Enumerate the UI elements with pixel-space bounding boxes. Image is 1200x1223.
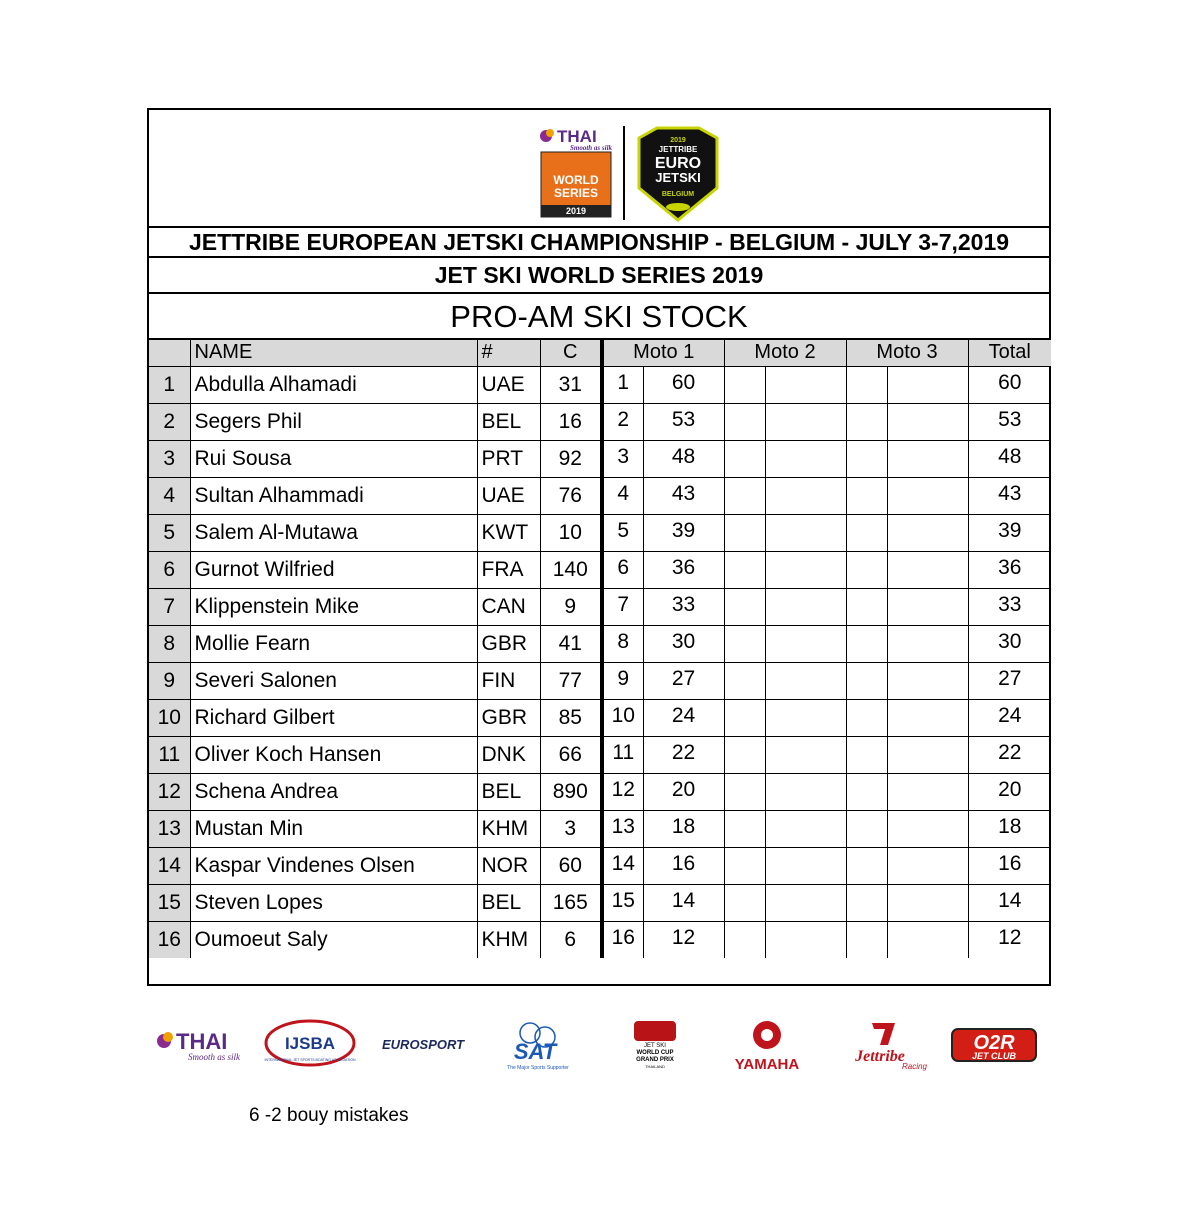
moto1-points-cell: 18 [643,810,724,847]
moto3-points-cell [887,773,968,810]
moto2-points-cell [765,588,846,625]
moto3-points-cell [887,662,968,699]
event-logos [149,110,1053,228]
race-number-cell: 85 [540,699,602,736]
moto3-points-cell [887,403,968,440]
svg-text:THAI: THAI [557,127,597,146]
nation-cell: CAN [477,588,540,625]
moto1-position-cell: 1 [602,366,643,403]
nation-cell: BEL [477,884,540,921]
race-number-cell: 890 [540,773,602,810]
thai-world-series-logo [540,127,613,217]
total-points-cell: 30 [968,625,1051,662]
rank-cell: 1 [149,366,190,403]
nation-cell: DNK [477,736,540,773]
moto3-position-cell [846,551,887,588]
table-row [149,810,1051,847]
table-row [149,366,1051,403]
rank-cell: 7 [149,588,190,625]
svg-text:YAMAHA: YAMAHA [734,1056,800,1073]
nation-cell: UAE [477,477,540,514]
nation-cell: UAE [477,366,540,403]
total-points-cell: 36 [968,551,1051,588]
footer-note: 6 -2 bouy mistakes [249,1105,409,1126]
moto2-position-cell [724,403,765,440]
rider-name-cell: Gurnot Wilfried [190,551,477,588]
yamaha-logo [735,1021,800,1073]
moto3-position-cell [846,625,887,662]
rank-cell: 9 [149,662,190,699]
moto2-points-cell [765,921,846,958]
total-points-cell: 43 [968,477,1051,514]
moto3-points-cell [887,551,968,588]
moto1-points-cell: 60 [643,366,724,403]
moto2-points-cell [765,662,846,699]
total-points-cell: 53 [968,403,1051,440]
rank-cell: 3 [149,440,190,477]
header-total: Total [968,340,1051,366]
nation-cell: FRA [477,551,540,588]
moto3-points-cell [887,366,968,403]
total-points-cell: 22 [968,736,1051,773]
moto1-points-cell: 16 [643,847,724,884]
svg-text:IJSBA: IJSBA [284,1034,336,1053]
moto3-position-cell [846,514,887,551]
svg-text:WORLD: WORLD [553,173,599,187]
moto2-position-cell [724,884,765,921]
moto2-position-cell [724,588,765,625]
moto1-points-cell: 43 [643,477,724,514]
race-number-cell: 92 [540,440,602,477]
rank-cell: 10 [149,699,190,736]
moto3-position-cell [846,477,887,514]
rank-cell: 2 [149,403,190,440]
moto1-points-cell: 12 [643,921,724,958]
total-points-cell: 48 [968,440,1051,477]
rider-name-cell: Sultan Alhammadi [190,477,477,514]
race-number-cell: 10 [540,514,602,551]
moto2-points-cell [765,884,846,921]
moto1-points-cell: 53 [643,403,724,440]
race-number-cell: 9 [540,588,602,625]
moto3-points-cell [887,884,968,921]
results-table [149,340,1051,958]
table-row [149,773,1051,810]
moto1-points-cell: 30 [643,625,724,662]
championship-title: JETTRIBE EUROPEAN JETSKI CHAMPIONSHIP - BELGIUM - JULY 3-7,2019 [149,228,1049,258]
moto2-points-cell [765,514,846,551]
moto3-points-cell [887,477,968,514]
svg-text:THAILAND: THAILAND [645,1064,665,1069]
total-points-cell: 33 [968,588,1051,625]
moto3-position-cell [846,884,887,921]
table-row [149,625,1051,662]
svg-text:JETSKI: JETSKI [655,170,701,185]
sponsor-strip [150,1015,1050,1075]
world-cup-grand-prix-logo [634,1021,676,1069]
race-number-cell: 16 [540,403,602,440]
svg-text:THAI: THAI [176,1029,228,1054]
moto1-position-cell: 9 [602,662,643,699]
moto3-position-cell [846,403,887,440]
rider-name-cell: Oumoeut Saly [190,921,477,958]
table-row [149,847,1051,884]
moto3-points-cell [887,736,968,773]
moto1-position-cell: 10 [602,699,643,736]
svg-text:EURO: EURO [654,155,702,172]
moto1-position-cell: 4 [602,477,643,514]
moto1-position-cell: 16 [602,921,643,958]
moto2-points-cell [765,847,846,884]
nation-cell: PRT [477,440,540,477]
moto2-position-cell [724,699,765,736]
svg-text:EUROSPORT: EUROSPORT [382,1037,465,1052]
table-row [149,551,1051,588]
rider-name-cell: Richard Gilbert [190,699,477,736]
moto3-points-cell [887,810,968,847]
nation-cell: KHM [477,921,540,958]
race-number-cell: 3 [540,810,602,847]
sponsor-logos [150,1015,1050,1075]
nation-cell: BEL [477,773,540,810]
svg-text:The Major Sports Supporter: The Major Sports Supporter [507,1065,569,1071]
moto2-position-cell [724,477,765,514]
rider-name-cell: Kaspar Vindenes Olsen [190,847,477,884]
thai-airways-logo [157,1029,241,1062]
svg-text:JET SKI: JET SKI [644,1043,666,1049]
rank-cell: 14 [149,847,190,884]
moto3-position-cell [846,699,887,736]
moto1-points-cell: 20 [643,773,724,810]
total-points-cell: 27 [968,662,1051,699]
moto1-position-cell: 6 [602,551,643,588]
race-number-cell: 77 [540,662,602,699]
moto2-points-cell [765,773,846,810]
rank-cell: 16 [149,921,190,958]
moto3-position-cell [846,366,887,403]
moto3-position-cell [846,662,887,699]
rider-name-cell: Oliver Koch Hansen [190,736,477,773]
moto3-points-cell [887,847,968,884]
moto1-position-cell: 5 [602,514,643,551]
moto2-position-cell [724,662,765,699]
moto1-points-cell: 27 [643,662,724,699]
race-number-cell: 165 [540,884,602,921]
moto2-points-cell [765,403,846,440]
table-row [149,403,1051,440]
moto2-points-cell [765,440,846,477]
header-name: NAME [190,340,477,366]
moto1-points-cell: 24 [643,699,724,736]
svg-text:SERIES: SERIES [553,186,599,200]
moto3-points-cell [887,625,968,662]
rank-cell: 11 [149,736,190,773]
moto2-position-cell [724,366,765,403]
moto3-position-cell [846,588,887,625]
moto3-points-cell [887,921,968,958]
header-moto3: Moto 3 [846,340,968,366]
eurosport-logo [382,1037,465,1052]
moto1-points-cell: 14 [643,884,724,921]
rank-cell: 8 [149,625,190,662]
svg-text:BELGIUM: BELGIUM [661,191,695,198]
moto3-position-cell [846,847,887,884]
o2r-jet-club-logo [952,1029,1036,1061]
moto1-points-cell: 36 [643,551,724,588]
total-points-cell: 39 [968,514,1051,551]
rider-name-cell: Segers Phil [190,403,477,440]
svg-text:GRAND PRIX: GRAND PRIX [636,1057,674,1063]
nation-cell: GBR [477,625,540,662]
table-row [149,588,1051,625]
svg-text:Smooth as silk: Smooth as silk [188,1052,241,1062]
moto2-points-cell [765,625,846,662]
moto2-position-cell [724,736,765,773]
table-row [149,699,1051,736]
header-pos [149,340,190,366]
rank-cell: 13 [149,810,190,847]
table-row [149,662,1051,699]
race-number-cell: 31 [540,366,602,403]
svg-text:Racing: Racing [902,1062,927,1071]
moto2-position-cell [724,625,765,662]
table-row [149,440,1051,477]
race-number-cell: 66 [540,736,602,773]
svg-text:2019: 2019 [565,206,587,216]
rank-cell: 4 [149,477,190,514]
moto3-position-cell [846,810,887,847]
nation-cell: KWT [477,514,540,551]
moto1-points-cell: 48 [643,440,724,477]
nation-cell: BEL [477,403,540,440]
moto1-position-cell: 8 [602,625,643,662]
total-points-cell: 14 [968,884,1051,921]
moto3-points-cell [887,588,968,625]
moto3-position-cell [846,773,887,810]
table-row [149,514,1051,551]
moto2-position-cell [724,921,765,958]
table-row [149,477,1051,514]
total-points-cell: 18 [968,810,1051,847]
header-moto2: Moto 2 [724,340,846,366]
rider-name-cell: Severi Salonen [190,662,477,699]
moto2-points-cell [765,477,846,514]
series-title: JET SKI WORLD SERIES 2019 [149,258,1049,294]
moto1-position-cell: 14 [602,847,643,884]
moto2-position-cell [724,551,765,588]
svg-text:SAT: SAT [513,1039,557,1064]
table-header-row [149,340,1051,366]
moto2-position-cell [724,810,765,847]
rider-name-cell: Abdulla Alhamadi [190,366,477,403]
moto3-position-cell [846,736,887,773]
moto2-points-cell [765,699,846,736]
table-row [149,884,1051,921]
moto2-points-cell [765,736,846,773]
moto3-points-cell [887,440,968,477]
moto1-position-cell: 7 [602,588,643,625]
class-title: PRO-AM SKI STOCK [149,294,1049,340]
total-points-cell: 20 [968,773,1051,810]
moto1-points-cell: 39 [643,514,724,551]
moto2-position-cell [724,847,765,884]
moto1-points-cell: 33 [643,588,724,625]
moto1-position-cell: 3 [602,440,643,477]
total-points-cell: 24 [968,699,1051,736]
race-number-cell: 140 [540,551,602,588]
rank-cell: 6 [149,551,190,588]
svg-text:WORLD CUP: WORLD CUP [636,1050,674,1056]
nation-cell: FIN [477,662,540,699]
ijsba-logo [265,1021,356,1065]
svg-text:Smooth as silk: Smooth as silk [570,144,613,152]
header-moto1: Moto 1 [602,340,724,366]
total-points-cell: 60 [968,366,1051,403]
rank-cell: 15 [149,884,190,921]
euro-jetski-shield-logo [639,128,717,220]
moto2-points-cell [765,810,846,847]
table-row [149,736,1051,773]
svg-text:INTERNATIONAL JET SPORTS BOATI: INTERNATIONAL JET SPORTS BOATING ASSOCIATION [264,1058,356,1062]
moto1-position-cell: 2 [602,403,643,440]
table-row [149,921,1051,958]
race-number-cell: 60 [540,847,602,884]
nation-cell: NOR [477,847,540,884]
header-number: C [540,340,602,366]
svg-text:JETTRIBE: JETTRIBE [658,145,698,154]
rank-cell: 12 [149,773,190,810]
rider-name-cell: Schena Andrea [190,773,477,810]
moto2-points-cell [765,366,846,403]
header-nation: # [477,340,540,366]
moto3-points-cell [887,699,968,736]
rider-name-cell: Salem Al-Mutawa [190,514,477,551]
moto2-position-cell [724,440,765,477]
logo-band [149,110,1049,228]
rank-cell: 5 [149,514,190,551]
moto1-points-cell: 22 [643,736,724,773]
moto2-position-cell [724,773,765,810]
rider-name-cell: Rui Sousa [190,440,477,477]
race-number-cell: 41 [540,625,602,662]
svg-text:JET CLUB: JET CLUB [971,1051,1017,1061]
jettribe-racing-logo [854,1023,927,1071]
nation-cell: KHM [477,810,540,847]
moto1-position-cell: 15 [602,884,643,921]
nation-cell: GBR [477,699,540,736]
moto3-position-cell [846,440,887,477]
rider-name-cell: Klippenstein Mike [190,588,477,625]
moto3-position-cell [846,921,887,958]
moto1-position-cell: 12 [602,773,643,810]
total-points-cell: 16 [968,847,1051,884]
rider-name-cell: Steven Lopes [190,884,477,921]
moto2-points-cell [765,551,846,588]
total-points-cell: 12 [968,921,1051,958]
moto3-points-cell [887,514,968,551]
moto2-position-cell [724,514,765,551]
sat-logo [507,1023,569,1071]
results-sheet [147,108,1051,986]
rider-name-cell: Mustan Min [190,810,477,847]
moto1-position-cell: 11 [602,736,643,773]
moto1-position-cell: 13 [602,810,643,847]
race-number-cell: 76 [540,477,602,514]
svg-text:2019: 2019 [670,137,686,144]
rider-name-cell: Mollie Fearn [190,625,477,662]
svg-text:Jettribe: Jettribe [855,1048,905,1065]
race-number-cell: 6 [540,921,602,958]
svg-text:O2R: O2R [973,1032,1015,1054]
